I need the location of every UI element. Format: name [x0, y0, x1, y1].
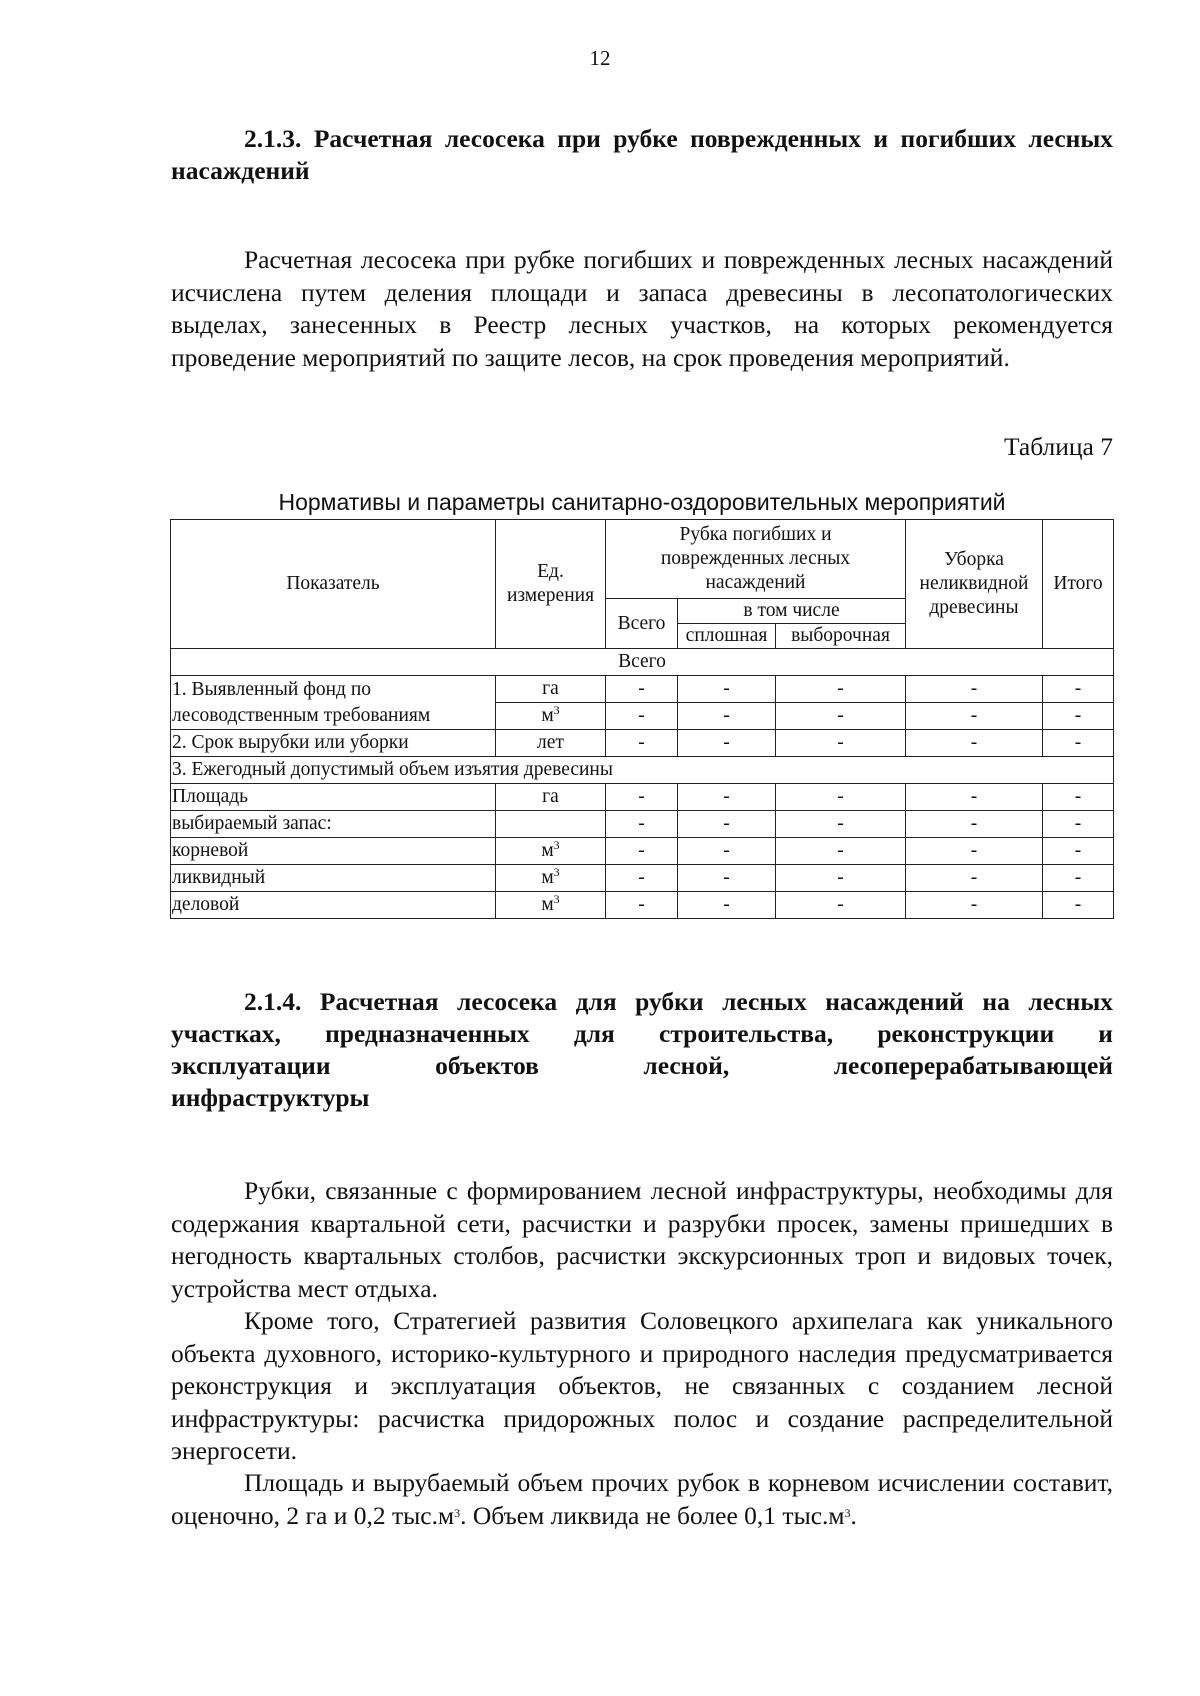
- section-213-paragraph: Расчетная лесосека при рубке погибших и поврежденных лесных насаждений исчислена путем деления площади и запаса древесины в лесопатологических выделах, занесенных в Реестр лесных участков, на которых рекомендуется проведение мероприятий по защите лесов, на срок проведения мероприятий.: [171, 245, 1113, 372]
- row-unit: $м^3$: [496, 838, 606, 865]
- header-itogo: Итого: [1043, 520, 1114, 649]
- row-label: ликвидный: [171, 865, 496, 892]
- row-unit: $м^3$: [496, 865, 606, 892]
- row1-unit-b: $м^3$: [496, 703, 606, 730]
- section-214-paragraph-3: Площадь и вырубаемый объем прочих рубок в корневом исчислении составит, оценочно, 2 га и 0,2 $тыс.м^3$. Объем ликвида не более 0,1 $тыс.м^3$.: [171, 1468, 1113, 1530]
- cell-value: -: [776, 703, 906, 730]
- table-row: [171, 730, 1114, 757]
- row-unit: [496, 811, 606, 838]
- cell-value: -: [678, 838, 776, 865]
- cell-value: -: [906, 730, 1043, 757]
- header-felling-total: Всего: [606, 599, 678, 649]
- header-clear: сплошная: [678, 624, 776, 649]
- cell-value: -: [906, 892, 1043, 919]
- table-label: Таблица 7: [1003, 432, 1113, 461]
- table-row: [171, 865, 1114, 892]
- cell-value: -: [776, 838, 906, 865]
- row-label: выбираемый запас:: [171, 811, 496, 838]
- header-indicator: Показатель: [171, 520, 496, 649]
- section-214-paragraph-2: Кроме того, Стратегией развития Соловецкого архипелага как уникального объекта духовного, историко-культурного и природного наследия предусматривается реконструкция и эксплуатация объектов, не связанных с созданием лесной инфраструктуры: расчистка придорожных полос и создание распределительной энергосети.: [171, 1306, 1113, 1465]
- group-row-label: Всего: [171, 649, 1114, 676]
- cell-value: -: [606, 730, 678, 757]
- cell-value: -: [906, 811, 1043, 838]
- header-cleanup: Уборка неликвидной древесины: [906, 520, 1043, 649]
- cell-value: -: [678, 730, 776, 757]
- header-including: в том числе: [678, 599, 906, 624]
- cell-value: -: [776, 811, 906, 838]
- cell-value: -: [1043, 811, 1114, 838]
- cell-value: -: [776, 784, 906, 811]
- cell-value: -: [678, 703, 776, 730]
- heading-line: 2.1.4. Расчетная лесосека для рубки лесных насаждений на лесных: [244, 987, 1113, 1016]
- table-row: [171, 838, 1114, 865]
- cell-value: -: [678, 784, 776, 811]
- cell-value: -: [906, 784, 1043, 811]
- heading-line: инфраструктуры: [171, 1083, 370, 1112]
- cell-value: -: [1043, 676, 1114, 703]
- cell-value: -: [776, 676, 906, 703]
- row-unit: $м^3$: [496, 892, 606, 919]
- cell-value: -: [906, 838, 1043, 865]
- header-unit: Ед. измерения: [496, 520, 606, 649]
- row-label: корневой: [171, 838, 496, 865]
- row-label: Площадь: [171, 784, 496, 811]
- table-row: [171, 676, 1114, 703]
- heading-line: участках, предназначенных для строительства, реконструкции и: [171, 1019, 1113, 1048]
- cell-value: -: [678, 676, 776, 703]
- cell-value: -: [678, 892, 776, 919]
- cell-value: -: [606, 892, 678, 919]
- cell-value: -: [906, 865, 1043, 892]
- cell-value: -: [606, 838, 678, 865]
- table-row: [171, 757, 1114, 784]
- cell-value: -: [678, 865, 776, 892]
- table-row: [171, 892, 1114, 919]
- cell-value: -: [906, 676, 1043, 703]
- group-row: [171, 649, 1114, 676]
- section-214-heading: [171, 986, 1113, 1114]
- cell-value: -: [1043, 730, 1114, 757]
- cell-value: -: [1043, 865, 1114, 892]
- cell-value: -: [606, 865, 678, 892]
- row2-unit: лет: [496, 730, 606, 757]
- cell-value: -: [1043, 784, 1114, 811]
- header-felling: Рубка погибших и поврежденных лесных насаждений: [606, 520, 906, 599]
- heading-line: эксплуатации объектов лесной, лесоперерабатывающей: [171, 1051, 1113, 1080]
- section-214-paragraph-1: Рубки, связанные с формированием лесной инфраструктуры, необходимы для содержания квартальной сети, расчистки и разрубки просек, замены пришедших в негодность квартальных столбов, расчистки экскурсионных троп и видовых точек, устройства мест отдыха.: [171, 1176, 1113, 1303]
- cell-value: -: [1043, 892, 1114, 919]
- header-selective: выборочная: [776, 624, 906, 649]
- row1-unit-a: га: [496, 676, 606, 703]
- cell-value: -: [606, 676, 678, 703]
- cell-value: -: [606, 811, 678, 838]
- cell-value: -: [1043, 838, 1114, 865]
- cell-value: -: [1043, 703, 1114, 730]
- table-row: [171, 784, 1114, 811]
- cell-value: -: [776, 730, 906, 757]
- norms-table: [170, 519, 1114, 919]
- table-title: Нормативы и параметры санитарно-оздоровительных мероприятий: [278, 489, 1006, 515]
- row-label: деловой: [171, 892, 496, 919]
- row-unit: га: [496, 784, 606, 811]
- cell-value: -: [606, 784, 678, 811]
- row1-label: 1. Выявленный фонд по лесоводственным требованиям: [171, 676, 496, 730]
- cell-value: -: [906, 703, 1043, 730]
- row2-label: 2. Срок вырубки или уборки: [171, 730, 496, 757]
- section-213-heading: 2.1.3. Расчетная лесосека при рубке поврежденных и погибших лесных насаждений: [171, 124, 1113, 185]
- cell-value: -: [678, 811, 776, 838]
- row3-header: 3. Ежегодный допустимый объем изъятия древесины: [171, 757, 1114, 784]
- table-row: [171, 811, 1114, 838]
- cell-value: -: [606, 703, 678, 730]
- page-number: 12: [589, 46, 611, 70]
- cell-value: -: [776, 865, 906, 892]
- cell-value: -: [776, 892, 906, 919]
